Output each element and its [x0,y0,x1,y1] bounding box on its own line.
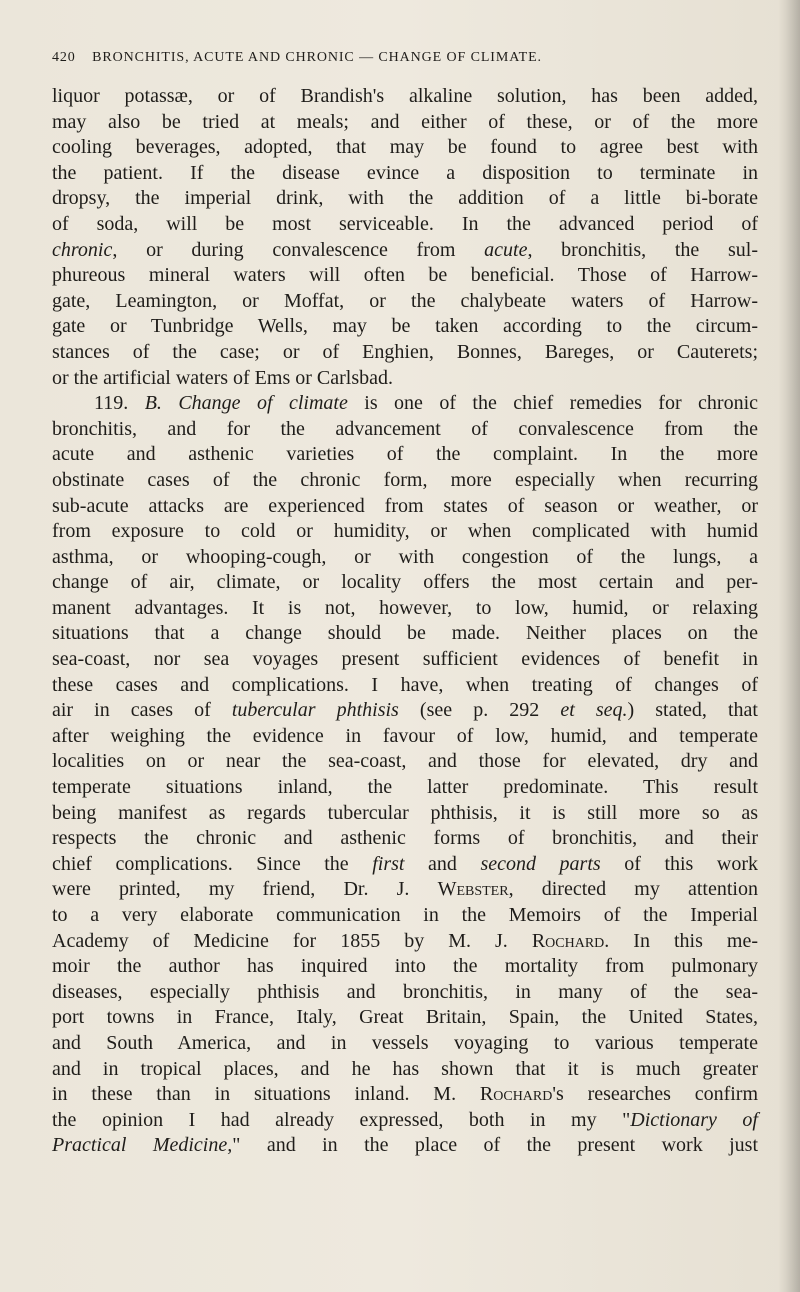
page-edge-shadow [778,0,800,1292]
text-line: Practical Medicine," and in the place of the present work just [52,1134,759,1157]
text-line: bronchitis, and for the advancement of convalescence from the [52,417,758,440]
text-line: phureous mineral waters will often be beneficial. Those of Harrow- [52,264,758,287]
name-rochard: Rochard [531,929,605,952]
text-line: acute and asthenic varieties of the complaint. In the more [52,443,758,466]
text-line: Academy of Medicine for 1855 by M. J. Rochard. In this me- [52,929,758,952]
text-line: of soda, will be most serviceable. In the advanced period of [52,212,758,235]
text-line: cooling beverages, adopted, that may be found to agree best with [52,136,758,159]
text-line: in these than in situations inland. M. Rochard's researches confirm [52,1083,758,1106]
section-letter: B. [144,392,162,415]
text-line: gate or Tunbridge Wells, may be taken according to the circum- [52,315,758,338]
italic-term-first: first [372,852,405,875]
text-line: dropsy, the imperial drink, with the addition of a little bi-borate [52,187,758,210]
text-line: air in cases of tubercular phthisis (see p. 292 et seq.) stated, that [52,699,758,722]
text-line: sub-acute attacks are experienced from states of season or weather, or [52,494,758,517]
text-line: gate, Leamington, or Moffat, or the chalybeate waters of Harrow- [52,289,758,312]
text-line: obstinate cases of the chronic form, more especially when recurring [52,468,758,491]
italic-term-acute: acute [484,238,528,261]
italic-term-phthisis: tubercular phthisis [231,699,399,722]
running-head [52,50,758,66]
text-line: liquor potassæ, or of Brandish's alkaline solution, has been added, [52,85,758,107]
text-line: localities on or near the sea-coast, and those for elevated, dry and [52,750,758,773]
running-title: BRONCHITIS, ACUTE AND CHRONIC — CHANGE OF CLIMATE. [92,50,542,65]
text-line: and in tropical places, and he has shown that it is much greater [52,1057,758,1080]
text-line: after weighing the evidence in favour of low, humid, and temperate [52,724,758,747]
text-line: to a very elaborate communication in the Memoirs of the Imperial [52,904,758,926]
text-line: respects the chronic and asthenic forms of bronchitis, and their [52,827,758,850]
text-line: chief complications. Since the first and second parts of this work [52,852,758,875]
text-line: asthma, or whooping-cough, or with congestion of the lungs, a [52,545,758,568]
italic-et-seq: et seq. [560,699,628,722]
text-line: manent advantages. It is not, however, to low, humid, or relaxing [52,596,758,619]
text-line: being manifest as regards tubercular phthisis, it is still more so as [52,801,758,824]
text-line: and South America, and in vessels voyaging to various temperate [52,1031,758,1054]
text-line: situations that a change should be made. Neither places on the [52,622,758,645]
italic-term-chronic: chronic [52,238,113,261]
text-line: these cases and complications. I have, when treating of changes of [52,673,758,696]
text-line: the patient. If the disease evince a disposition to terminate in [52,161,758,184]
text-line: stances of the case; or of Enghien, Bonnes, Bareges, or Cauterets; [52,340,758,363]
text-line: were printed, my friend, Dr. J. Webster, directed my attention [52,878,758,901]
text-line: or the artificial waters of Ems or Carlsbad. [52,366,393,389]
text-line: sea-coast, nor sea voyages present sufficient evidences of benefit in [52,648,758,671]
italic-title-dictionary: Dictionary of [630,1108,758,1131]
page-number: 420 [52,50,76,65]
text-line: port towns in France, Italy, Great Britain, Spain, the United States, [52,1006,758,1029]
text-line: moir the author has inquired into the mortality from pulmonary [52,955,758,978]
text-line: the opinion I had already expressed, both in my "Dictionary of [52,1108,758,1131]
name-webster: Webster [437,878,509,901]
name-rochard: Rochard [479,1083,553,1106]
text-line: diseases, especially phthisis and bronchitis, in many of the sea- [52,980,758,1003]
text-line: chronic, or during convalescence from acute, bronchitis, the sul- [52,238,758,261]
italic-term-second-parts: second parts [480,852,601,875]
italic-title-practical-medicine: Practical Medicine, [52,1134,233,1157]
section-heading-line: 119. B. Change of climate is one of the chief remedies for chronic [94,392,759,415]
text-line: change of air, climate, or locality offers the most certain and per- [52,571,758,594]
text-line: from exposure to cold or humidity, or when complicated with humid [52,520,758,543]
body-text [52,84,758,1159]
text-line: may also be tried at meals; and either of these, or of the more [52,110,758,133]
section-title: Change of climate [178,392,348,415]
section-number: 119. [94,392,145,415]
text-line: temperate situations inland, the latter predominate. This result [52,776,758,799]
